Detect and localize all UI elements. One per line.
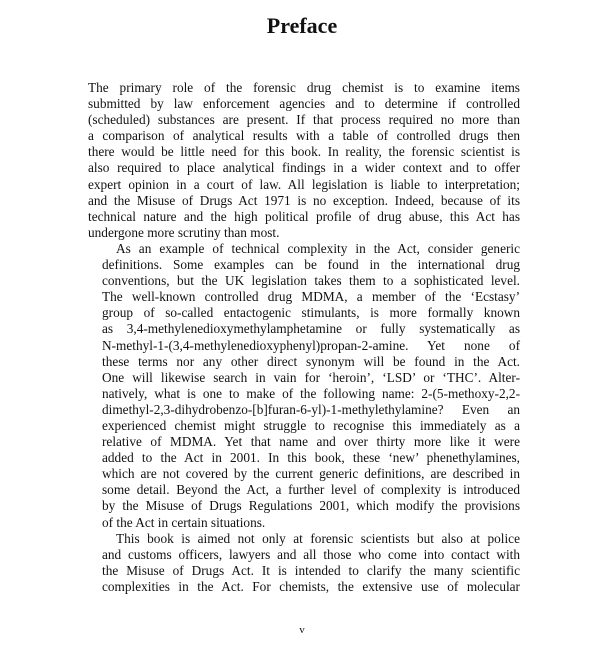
paragraph-1 [88, 80, 520, 241]
text-line: The well-known controlled drug MDMA, a member of the ‘Ecstasy’ [102, 289, 520, 305]
text-line: submitted by law enforcement agencies and to determine if controlled [88, 96, 520, 112]
text-line: as 3,4-methylenedioxymethylamphetamine or fully systematically as [102, 321, 520, 337]
text-line: undergone more scrutiny than most. [88, 224, 280, 240]
text-line: definitions. Some examples can be found in the international drug [102, 257, 520, 273]
text-line: technical nature and the high political profile of drug abuse, this Act has [88, 208, 520, 224]
text-line: there would be little need for this book. In reality, the forensic scientist is [88, 144, 520, 160]
text-line: and customs officers, lawyers and all those who come into contact with [102, 546, 520, 562]
text-line: these terms nor any other direct synonym will be found in the Act. [102, 353, 520, 369]
text-line: complexities in the Act. For chemists, the extensive use of molecular [102, 578, 520, 594]
text-line: of the Act in certain situations. [102, 514, 266, 530]
text-line: This book is aimed not only at forensic scientists but also at police [116, 530, 520, 546]
text-line: dimethyl-2,3-dihydrobenzo-[b]furan-6-yl)-1-methylethylamine? Even an [102, 401, 520, 417]
text-line: conventions, but the UK legislation takes them to a sophisticated level. [102, 273, 520, 289]
text-line: also required to place analytical findings in a wider context and to offer [88, 160, 520, 176]
text-line: and the Misuse of Drugs Act 1971 is no exception. Indeed, because of its [88, 192, 520, 208]
text-line: One will likewise search in vain for ‘heroin’, ‘LSD’ or ‘THC’. Alter- [102, 369, 520, 385]
text-line: the Misuse of Drugs Act. It is intended to clarify the many scientific [102, 562, 520, 578]
text-line: experienced chemist might struggle to recognise this immediately as a [102, 417, 520, 433]
text-line: a comparison of analytical results with a table of controlled drugs then [88, 128, 520, 144]
text-line: added to the Act in 2001. In this book, these ‘new’ phenethylamines, [102, 450, 520, 466]
text-line: natively, what is one to make of the following name: 2-(5-methoxy-2,2- [102, 385, 520, 401]
text-line: some detail. Beyond the Act, a further level of complexity is introduced [102, 482, 520, 498]
page-number: v [299, 624, 305, 636]
text-line: which are not covered by the current generic definitions, are described in [102, 466, 520, 482]
text-line: relative of MDMA. Yet that name and over thirty more like it were [102, 434, 520, 450]
page-title: Preface [266, 13, 338, 38]
text-line: The primary role of the forensic drug chemist is to examine items [88, 80, 520, 95]
text-line: N-methyl-1-(3,4-methylenedioxyphenyl)propan-2-amine. Yet none of [102, 337, 520, 353]
text-line: group of so-called entactogenic stimulants, is more formally known [102, 305, 520, 321]
text-line: by the Misuse of Drugs Regulations 2001, which modify the provisions [102, 498, 520, 514]
text-line: (scheduled) substances are present. If that process required no more than [88, 112, 520, 128]
paragraph-2 [88, 241, 520, 531]
preface-body [88, 80, 520, 595]
paragraph-3 [88, 531, 520, 595]
text-line: expert opinion in a court of law. All legislation is liable to interpretation; [88, 176, 520, 192]
text-line: As an example of technical complexity in the Act, consider generic [116, 240, 520, 256]
